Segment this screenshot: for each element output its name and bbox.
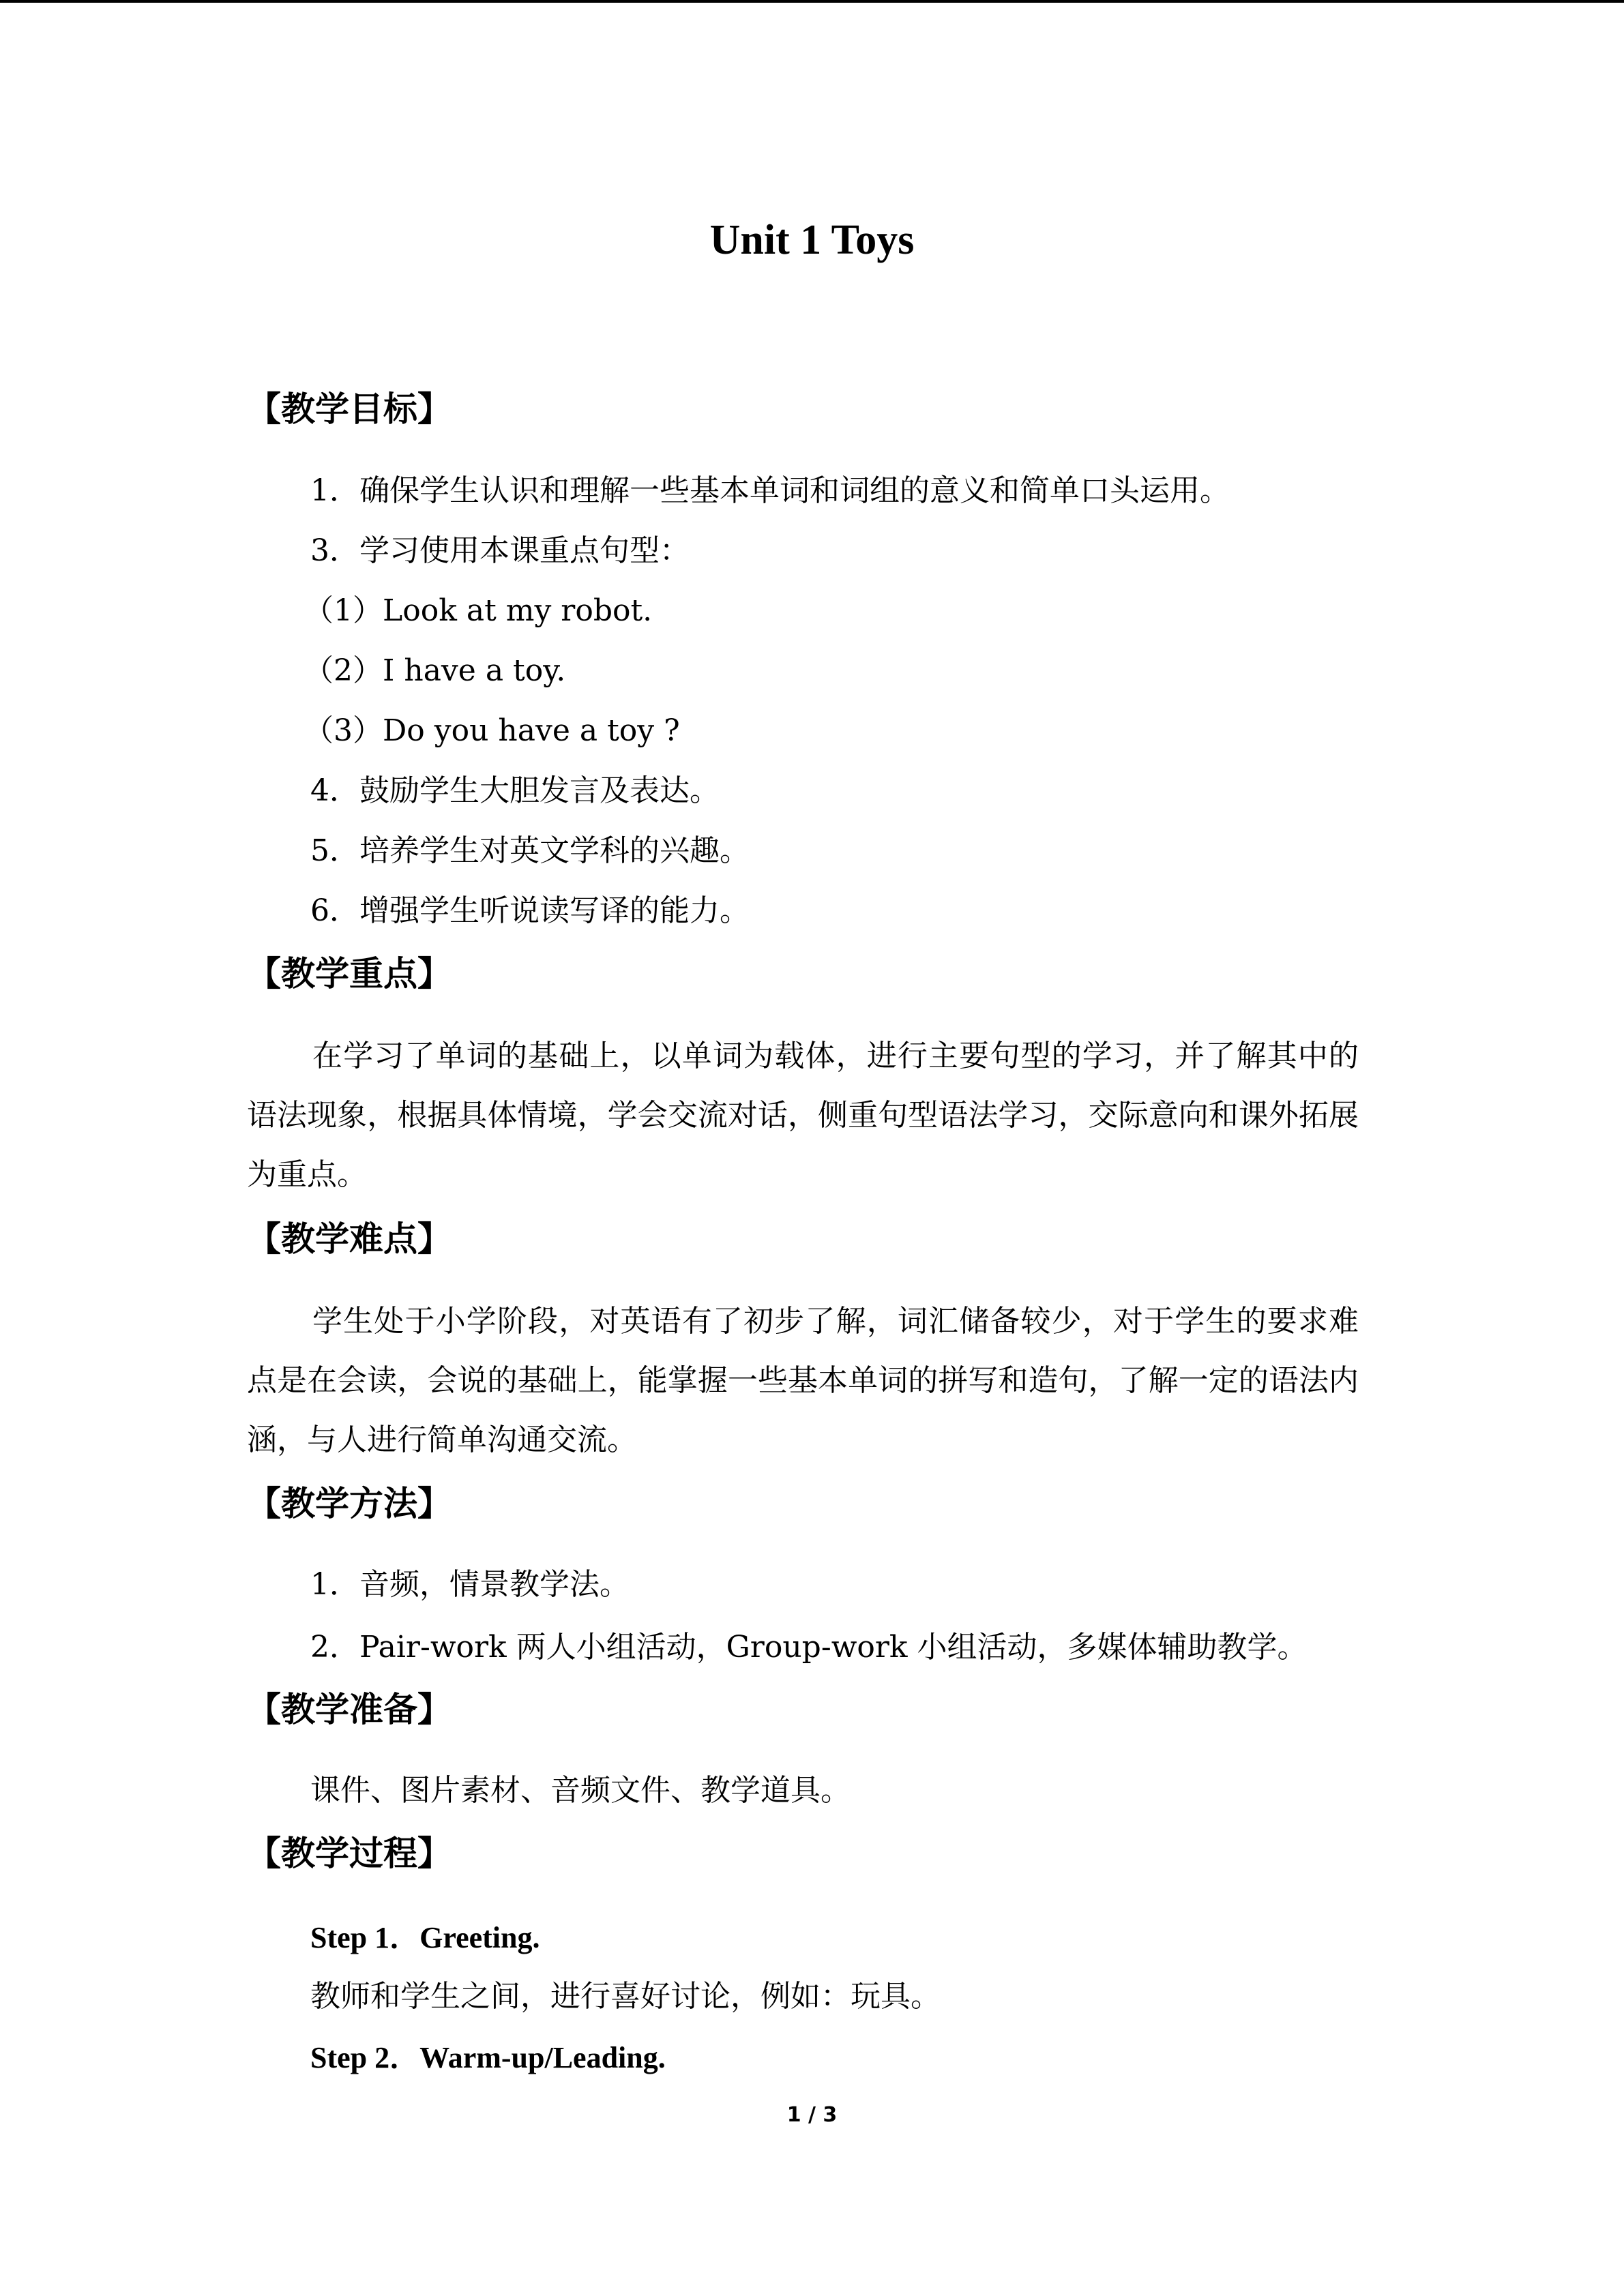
objective-sentence: （2）I have a toy. (304, 653, 566, 688)
method-item: 2．Pair-work 两人小组活动，Group-work 小组活动，多媒体辅助教学。 (310, 1630, 1308, 1665)
document-title: Unit 1 Toys (709, 217, 915, 263)
preparation-text: 课件、图片素材、音频文件、教学道具。 (310, 1773, 851, 1808)
objective-item: 4．鼓励学生大胆发言及表达。 (310, 773, 720, 808)
step-1-text: 教师和学生之间，进行喜好讨论，例如：玩具。 (310, 1979, 941, 2014)
key-points-paragraph: 在学习了单词的基础上，以单词为载体，进行主要句型的学习，并了解其中的语法现象，根据具体情境，学会交流对话，侧重句型语法学习，交际意向和课外拓展为重点。 (247, 1039, 1359, 1192)
heading-difficulties: 【教学难点】 (247, 1219, 452, 1259)
difficulties-paragraph: 学生处于小学阶段，对英语有了初步了解，词汇储备较少，对于学生的要求难点是在会读，会说的基础上，能掌握一些基本单词的拼写和造句，了解一定的语法内涵，与人进行简单沟通交流。 (247, 1304, 1359, 1457)
objective-item: 3．学习使用本课重点句型： (310, 533, 690, 568)
objective-item: 5．培养学生对英文学科的兴趣。 (310, 833, 750, 868)
heading-preparation: 【教学准备】 (247, 1689, 452, 1729)
objective-item: 1．确保学生认识和理解一些基本单词和词组的意义和简单口头运用。 (310, 473, 1230, 508)
page-number: 1 / 3 (786, 2103, 838, 2127)
heading-key-points: 【教学重点】 (247, 953, 452, 994)
heading-methods: 【教学方法】 (247, 1483, 452, 1523)
heading-objectives: 【教学目标】 (247, 389, 452, 429)
method-item: 1．音频，情景教学法。 (310, 1567, 630, 1602)
objective-item: 6．增强学生听说读写译的能力。 (310, 893, 750, 928)
step-1-title: Step 1．Greeting. (310, 1921, 540, 1954)
objective-sentence: （1）Look at my robot. (304, 593, 653, 628)
heading-process: 【教学过程】 (247, 1833, 452, 1873)
objective-sentence: （3）Do you have a toy ? (304, 713, 680, 748)
step-2-title: Step 2．Warm-up/Leading. (310, 2041, 666, 2074)
